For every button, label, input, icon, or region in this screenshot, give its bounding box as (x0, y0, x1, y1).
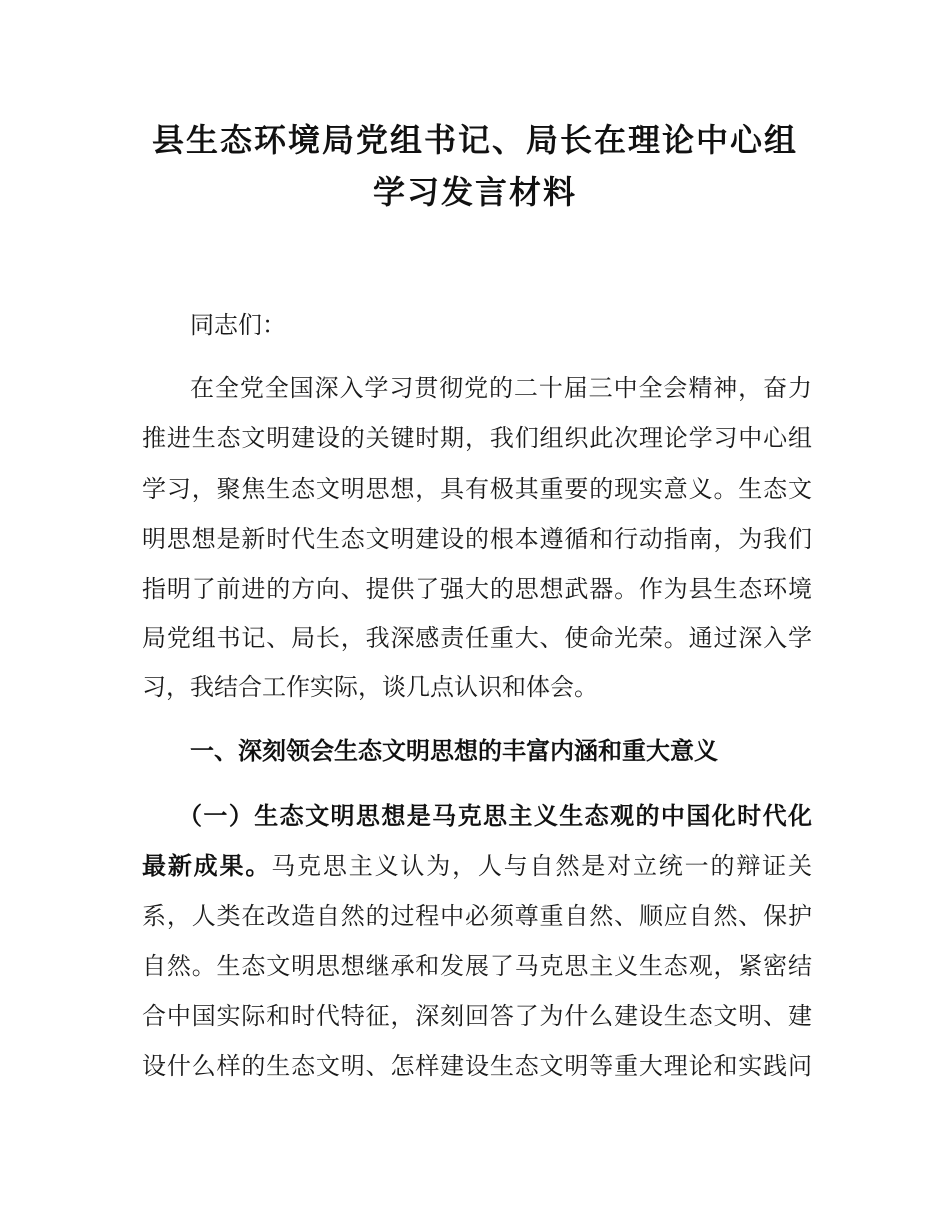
intro-line-6: 局党组书记、局长，我深感责任重大、使命光荣。通过深入学 (142, 624, 812, 652)
intro-line-1: 在全党全国深入学习贯彻党的二十届三中全会精神，奋力 (190, 374, 812, 402)
section-heading-1: 一、深刻领会生态文明思想的丰富内涵和重大意义 (190, 737, 718, 765)
intro-line-4: 明思想是新时代生态文明建设的根本遵循和行动指南，为我们 (142, 525, 812, 553)
salutation: 同志们： (190, 311, 286, 339)
document-title-line-2: 学习发言材料 (372, 173, 577, 211)
subsection-body-line-1: 系，人类在改造自然的过程中必须尊重自然、顺应自然、保护 (142, 902, 812, 930)
document-title-line-1: 县生态环境局党组书记、局长在理论中心组 (151, 121, 798, 159)
subsection-heading-1-continuation: 最新成果。 (142, 852, 272, 880)
subsection-body-line-2: 自然。生态文明思想继承和发展了马克思主义生态观，紧密结 (142, 952, 812, 980)
subsection-body-line-3: 合中国实际和时代特征，深刻回答了为什么建设生态文明、建 (142, 1002, 812, 1030)
intro-line-7: 习，我结合工作实际，谈几点认识和体会。 (142, 673, 598, 701)
intro-line-5: 指明了前进的方向、提供了强大的思想武器。作为县生态环境 (142, 575, 812, 603)
subsection-heading-1: （一）生态文明思想是马克思主义生态观的中国化时代化 (178, 802, 812, 830)
subsection-lead-line (142, 846, 812, 886)
intro-line-2: 推进生态文明建设的关键时期，我们组织此次理论学习中心组 (142, 424, 812, 452)
subsection-body-line-4: 设什么样的生态文明、怎样建设生态文明等重大理论和实践问 (142, 1052, 812, 1080)
intro-line-3: 学习，聚焦生态文明思想，具有极其重要的现实意义。生态文 (142, 475, 812, 503)
subsection-body-lead: 马克思主义认为，人与自然是对立统一的辩证关 (271, 852, 813, 880)
